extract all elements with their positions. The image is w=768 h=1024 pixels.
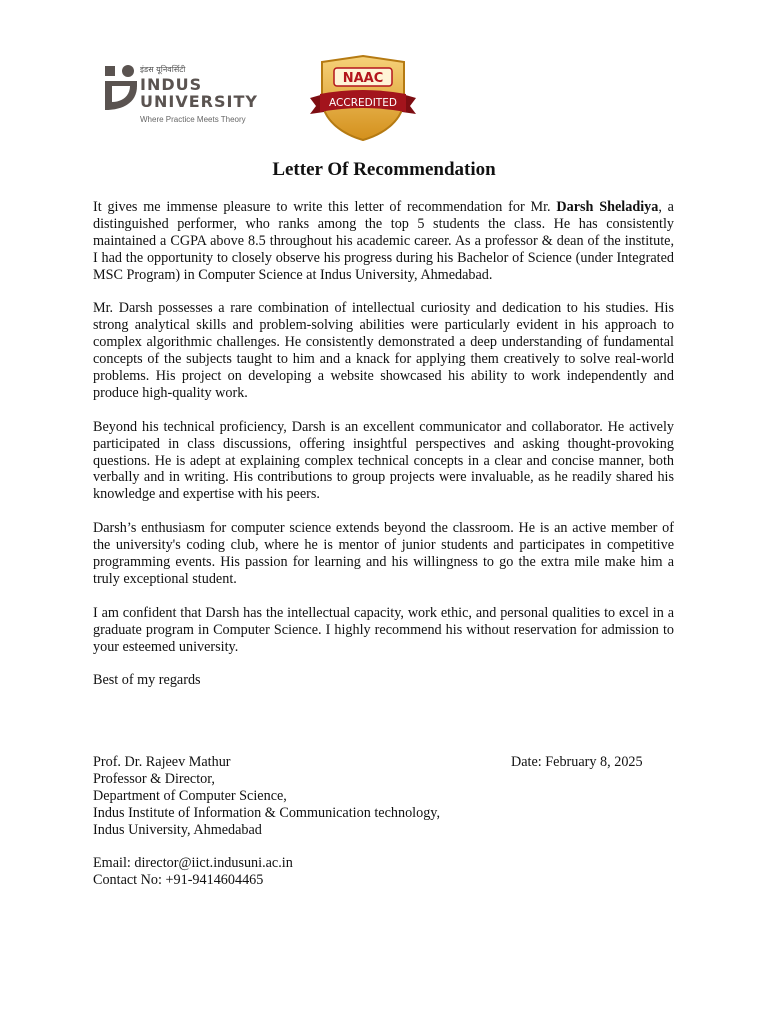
accredited-label: ACCREDITED <box>329 97 397 109</box>
paragraph-3: Beyond his technical proficiency, Darsh is an excellent communicator and collaborator. He actively participated in class discussions, offering insightful perspectives and asking thought-provoking questions. He is adept at explaining complex technical concepts in a clear and concise manner, both verbally and in writing. His contributions to group projects were invaluable, as he readily shared his knowledge and expertise with his peers. <box>93 418 674 503</box>
university-hindi-name: इंडस यूनिवर्सिटी <box>140 65 186 74</box>
paragraph-4: Darsh’s enthusiasm for computer science extends beyond the classroom. He is an active member of the university's coding club, where he is mentor of junior students and participates in competitive programming events. His passion for learning and his willingness to go the extra mile make him a truly exceptional student. <box>93 520 674 587</box>
phone-line: Contact No: +91-9414604465 <box>93 871 264 888</box>
signatory-institute: Indus Institute of Information & Communication technology, <box>93 804 441 821</box>
letter-date: Date: February 8, 2025 <box>511 754 643 770</box>
university-name-line2: UNIVERSITY <box>140 92 258 111</box>
university-name-line1: INDUS <box>140 75 203 94</box>
indus-university-logo <box>104 62 274 132</box>
contact-block <box>93 855 293 889</box>
closing-line: Best of my regards <box>93 672 201 689</box>
student-name: Darsh Sheladiya <box>556 199 659 215</box>
paragraph-1 <box>93 199 674 284</box>
paragraph-1-intro: It gives me immense pleasure to write this letter of recommendation for Mr. <box>93 199 557 215</box>
letter-title: Letter Of Recommendation <box>272 159 496 180</box>
naac-accredited-badge <box>304 54 422 142</box>
naac-shield-icon <box>304 54 422 142</box>
paragraph-5: I am confident that Darsh has the intellectual capacity, work ethic, and personal qualities to excel in a graduate program in Computer Science. I highly recommend his without reservation for admission to your esteemed university. <box>93 604 674 655</box>
signatory-university: Indus University, Ahmedabad <box>93 821 262 838</box>
naac-label: NAAC <box>342 71 384 86</box>
signatory-title: Professor & Director, <box>93 770 215 787</box>
university-tagline: Where Practice Meets Theory <box>140 115 246 124</box>
indus-mark-icon <box>104 64 138 112</box>
signatory-name: Prof. Dr. Rajeev Mathur <box>93 754 231 770</box>
paragraph-1-rest: , a distinguished performer, who ranks among the top 5 students the class. He has consistently maintained a CGPA above 8.5 throughout his academic career. As a professor & dean of the institute, I had the opportunity to closely observe his progress during his Bachelor of Science (under Integrated MSC Program) in Computer Science at Indus University, Ahmedabad. <box>93 199 674 283</box>
signature-block <box>93 754 440 839</box>
paragraph-2: Mr. Darsh possesses a rare combination of intellectual curiosity and dedication to his studies. His strong analytical skills and problem-solving abilities were particularly evident in his approach to complex algorithmic challenges. He consistently demonstrated a deep understanding of fundamental concepts of the subjects taught to him and a knack for applying them creatively to solve real-world problems. His project on developing a website showcased his ability to work independently and produce high-quality work. <box>93 300 674 401</box>
email-line: Email: director@iict.indusuni.ac.in <box>93 855 293 871</box>
signatory-department: Department of Computer Science, <box>93 787 287 804</box>
letter-body <box>93 199 674 689</box>
